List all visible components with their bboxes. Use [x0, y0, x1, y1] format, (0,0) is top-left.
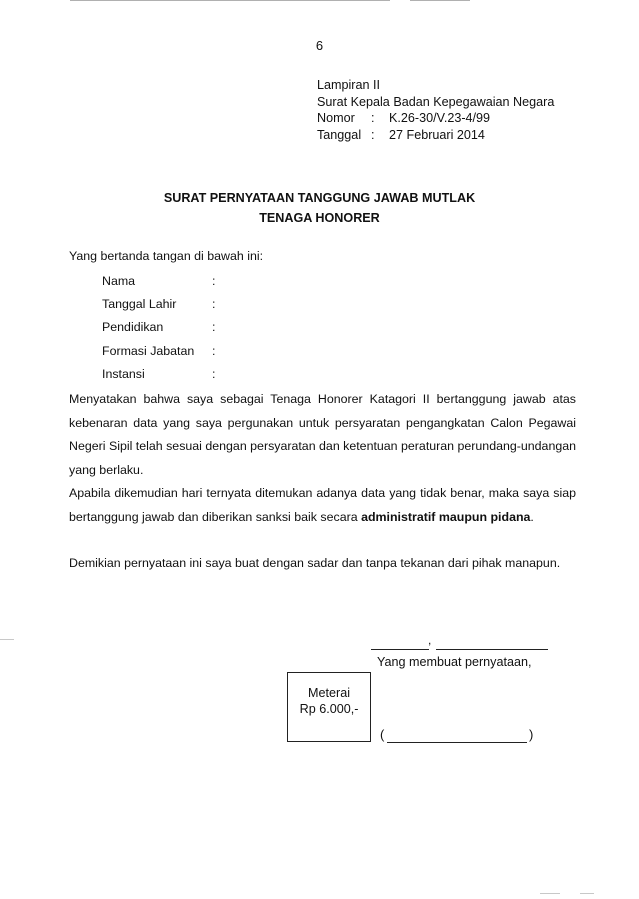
liability-text: Apabila dikemudian hari ternyata ditemukan adanya data yang tidak benar, maka saya siap bertanggung jawab dan diberikan sanksi baik secara [69, 486, 576, 524]
field-colon: : [212, 367, 216, 381]
tanggal-row [317, 127, 554, 144]
scan-edge-line [540, 893, 560, 894]
field-colon: : [212, 320, 216, 334]
field-formasi-jabatan [102, 344, 215, 366]
meterai-stamp-box [287, 672, 371, 742]
document-subtitle: TENAGA HONORER [259, 211, 380, 225]
tanggal-label: Tanggal [317, 127, 362, 142]
date-comma: , [428, 633, 432, 647]
tanggal-value: 27 Februari 2014 [389, 127, 485, 142]
liability-paragraph [69, 482, 576, 529]
scan-edge-line [410, 0, 470, 1]
liability-emphasis: administratif maupun pidana [361, 509, 531, 524]
tanggal-colon: : [371, 127, 375, 142]
nomor-row [317, 110, 554, 127]
name-paren-open: ( [380, 727, 385, 742]
field-instansi [102, 367, 215, 389]
document-title: SURAT PERNYATAAN TANGGUNG JAWAB MUTLAK [163, 191, 476, 205]
liability-end: . [530, 509, 534, 524]
scan-edge-line [70, 0, 390, 1]
nomor-colon: : [371, 111, 375, 125]
field-label: Instansi [102, 367, 145, 381]
field-label: Nama [102, 274, 136, 288]
field-label: Tanggal Lahir [102, 297, 177, 311]
source-letter: Surat Kepala Badan Kepegawaian Negara [317, 94, 555, 109]
page-number: 6 [315, 38, 324, 53]
place-blank-line [371, 649, 429, 650]
scan-edge-line [0, 639, 14, 640]
lampiran-label: Lampiran II [317, 78, 380, 92]
field-pendidikan [102, 320, 215, 342]
name-paren-close: ) [529, 727, 534, 742]
field-colon: : [212, 297, 216, 311]
field-tanggal-lahir [102, 297, 215, 319]
intro-text: Yang bertanda tangan di bawah ini: [69, 249, 264, 263]
signature-caption: Yang membuat pernyataan, [377, 655, 532, 669]
date-blank-line [436, 649, 548, 650]
reference-block [317, 77, 554, 143]
field-colon: : [212, 274, 216, 288]
scan-edge-line [580, 893, 594, 894]
field-nama [102, 274, 215, 296]
field-label: Pendidikan [102, 320, 164, 334]
nomor-label: Nomor [317, 111, 355, 125]
field-label: Formasi Jabatan [102, 344, 195, 358]
closing-paragraph: Demikian pernyataan ini saya buat dengan sadar dan tanpa tekanan dari pihak manapun. [69, 556, 561, 570]
stamp-label: Meterai [308, 686, 350, 700]
nomor-value: K.26-30/V.23-4/99 [389, 111, 491, 125]
field-colon: : [212, 344, 216, 358]
name-blank-line [387, 742, 527, 743]
stamp-value: Rp 6.000,- [299, 702, 359, 716]
statement-paragraph: Menyatakan bahwa saya sebagai Tenaga Honorer Katagori II bertanggung jawab atas kebenaran data yang saya pergunakan untuk persyaratan pengangkatan Calon Pegawai Negeri Sipil telah sesuai dengan persyaratan dan ketentuan peraturan perundang-undangan yang berlaku. [69, 392, 577, 477]
